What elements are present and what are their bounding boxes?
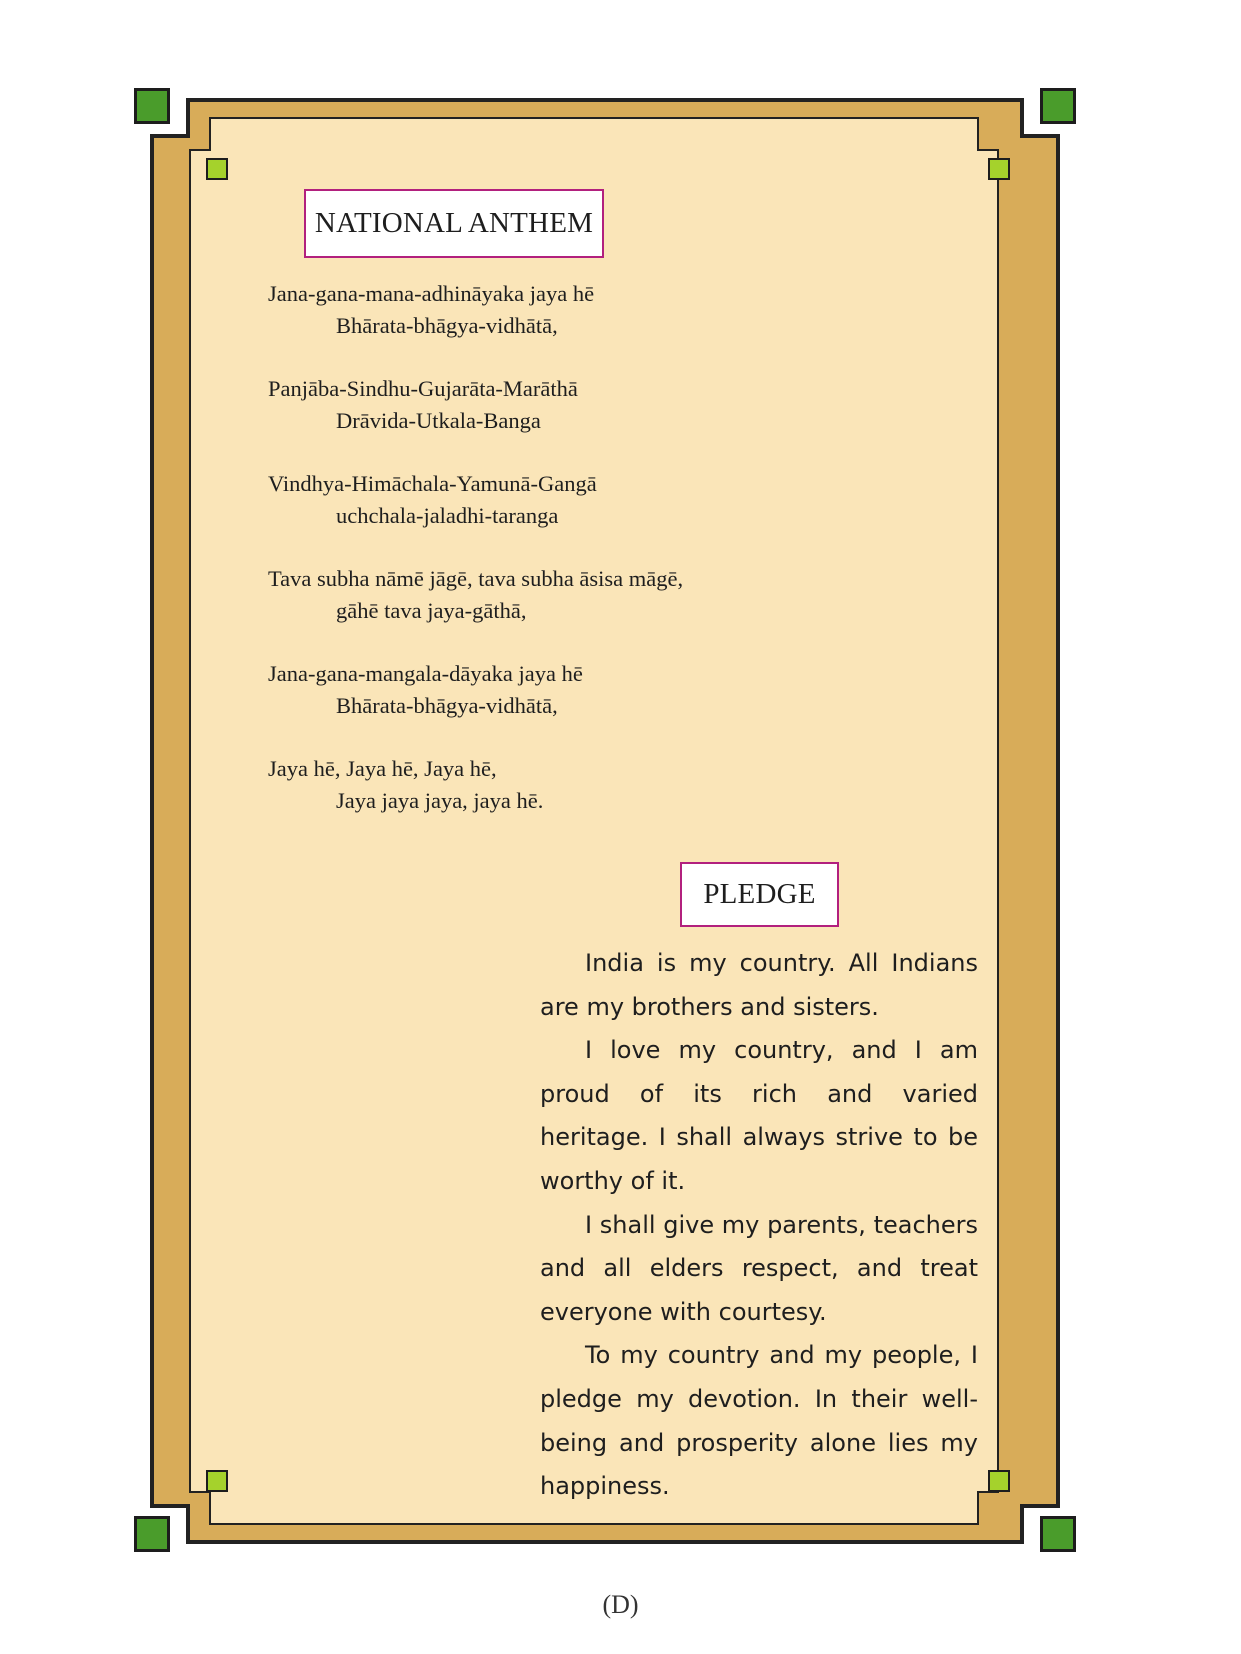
pledge-paragraph: India is my country. All Indians are my brothers and sisters. bbox=[540, 949, 978, 1021]
anthem-text bbox=[268, 278, 828, 848]
page-number: (D) bbox=[602, 1590, 639, 1619]
corner-dot-top-left bbox=[206, 158, 228, 180]
anthem-line-indented: Bhārata-bhāgya-vidhātā, bbox=[336, 693, 558, 718]
anthem-title: NATIONAL ANTHEM bbox=[304, 189, 604, 258]
corner-square-bottom-left bbox=[134, 1516, 170, 1552]
anthem-line: Jaya hē, Jaya hē, Jaya hē, bbox=[268, 756, 497, 781]
anthem-line: Vindhya-Himāchala-Yamunā-Gangā bbox=[268, 471, 597, 496]
anthem-line-indented: Drāvida-Utkala-Banga bbox=[336, 408, 541, 433]
anthem-line: Panjāba-Sindhu-Gujarāta-Marāthā bbox=[268, 376, 578, 401]
corner-dot-bottom-right bbox=[988, 1470, 1010, 1492]
corner-dot-top-right bbox=[988, 158, 1010, 180]
corner-square-bottom-right bbox=[1040, 1516, 1076, 1552]
anthem-stanza bbox=[268, 468, 828, 532]
anthem-stanza bbox=[268, 563, 828, 627]
anthem-line-indented: gāhē tava jaya-gāthā, bbox=[336, 598, 527, 623]
pledge-paragraph: I love my country, and I am proud of its rich and varied heritage. I shall always strive to be worthy of it. bbox=[540, 1036, 978, 1195]
corner-square-top-right bbox=[1040, 88, 1076, 124]
anthem-stanza bbox=[268, 278, 828, 342]
anthem-stanza bbox=[268, 753, 828, 817]
anthem-line-indented: uchchala-jaladhi-taranga bbox=[336, 503, 559, 528]
anthem-stanza bbox=[268, 373, 828, 437]
corner-square-top-left bbox=[134, 88, 170, 124]
anthem-line: Jana-gana-mana-adhināyaka jaya hē bbox=[268, 281, 595, 306]
anthem-line-indented: Jaya jaya jaya, jaya hē. bbox=[336, 788, 544, 813]
corner-dot-bottom-left bbox=[206, 1470, 228, 1492]
anthem-line: Tava subha nāmē jāgē, tava subha āsisa māgē, bbox=[268, 566, 684, 591]
pledge-title: PLEDGE bbox=[680, 862, 839, 927]
pledge-paragraph: I shall give my parents, teachers and all elders respect, and treat everyone with courtesy. bbox=[540, 1210, 978, 1326]
pledge-text bbox=[540, 942, 978, 1509]
anthem-line: Jana-gana-mangala-dāyaka jaya hē bbox=[268, 661, 583, 686]
anthem-line-indented: Bhārata-bhāgya-vidhātā, bbox=[336, 313, 558, 338]
pledge-paragraph: To my country and my people, I pledge my devotion. In their well-being and prosperity alone lies my happiness. bbox=[540, 1341, 978, 1501]
anthem-stanza bbox=[268, 658, 828, 722]
